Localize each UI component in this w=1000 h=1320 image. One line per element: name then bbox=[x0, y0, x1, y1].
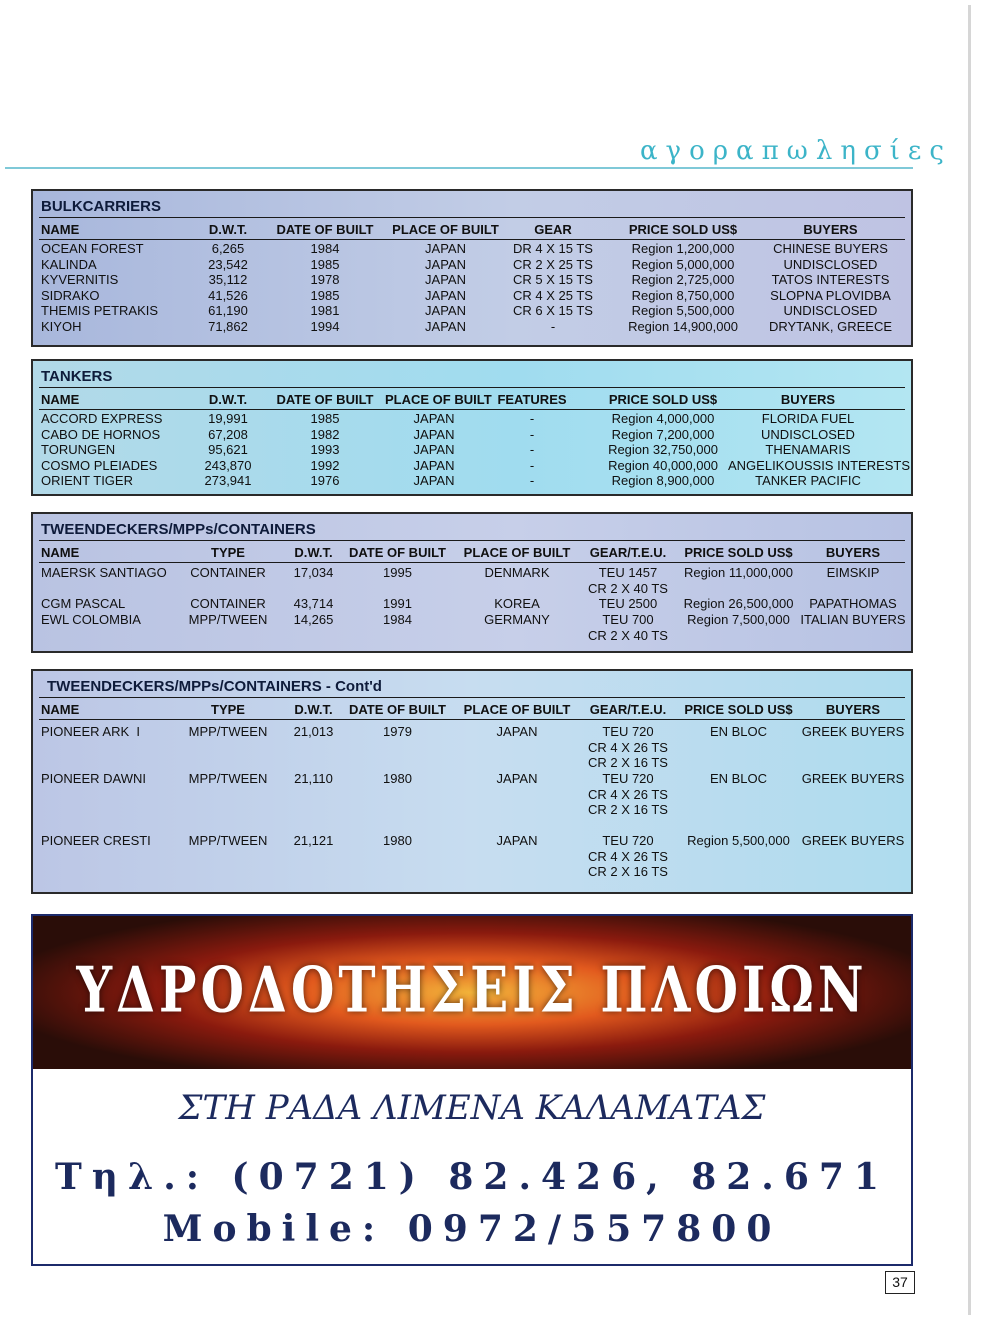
table-cell: OCEAN FOREST bbox=[41, 241, 144, 256]
column-header: D.W.T. bbox=[294, 702, 333, 717]
table-cell: MPP/TWEEN bbox=[188, 612, 268, 627]
column-header: GEAR bbox=[534, 222, 572, 237]
table-cell: KYVERNITIS bbox=[41, 272, 119, 287]
table-cell: 35,112 bbox=[208, 272, 248, 287]
table-cell: TATOS INTERESTS bbox=[771, 272, 890, 287]
tankers-title: TANKERS bbox=[41, 368, 113, 385]
table-cell: JAPAN bbox=[413, 427, 455, 442]
table-cell: JAPAN bbox=[496, 771, 538, 786]
table-cell: - bbox=[529, 458, 535, 473]
table-cell: 1985 bbox=[310, 411, 340, 426]
column-header: DATE OF BUILT bbox=[276, 222, 374, 237]
table-cell: PIONEER CRESTI bbox=[41, 833, 151, 848]
table-cell: COSMO PLEIADES bbox=[41, 458, 158, 473]
column-header: DATE OF BUILT bbox=[276, 392, 374, 407]
table-cell: CHINESE BUYERS bbox=[773, 241, 888, 256]
advert-mobile: Mobile: 0972/557800 bbox=[162, 1208, 782, 1250]
table-cell: JAPAN bbox=[413, 473, 455, 488]
table-cell: GREEK BUYERS bbox=[801, 833, 905, 848]
table-cell: TEU 1457 CR 2 X 40 TS bbox=[588, 565, 668, 596]
table-cell: MPP/TWEEN bbox=[188, 833, 268, 848]
table-cell: Region 11,000,000 bbox=[684, 565, 793, 580]
table-rule bbox=[39, 409, 905, 410]
table-cell: 1982 bbox=[310, 427, 340, 442]
table-cell: Region 8,750,000 bbox=[631, 288, 735, 303]
table-cell: 95,621 bbox=[208, 442, 248, 457]
table-cell: 1992 bbox=[310, 458, 340, 473]
table-cell: TEU 720 CR 4 X 26 TS CR 2 X 16 TS bbox=[588, 771, 668, 817]
table-cell: Region 5,500,000 bbox=[631, 303, 735, 318]
table-cell: EWL COLOMBIA bbox=[41, 612, 141, 627]
advert-title: ΥΔΡΟΔΟΤΗΣΕΙΣ ΠΛΟΙΩΝ bbox=[76, 952, 868, 1027]
advertisement bbox=[31, 914, 913, 1266]
table-cell: ANGELIKOUSSIS INTERESTS bbox=[728, 458, 911, 473]
table-cell: MPP/TWEEN bbox=[188, 771, 268, 786]
header-rule bbox=[5, 167, 913, 169]
table-cell: Region 1,200,000 bbox=[631, 241, 735, 256]
table-cell: JAPAN bbox=[496, 833, 538, 848]
table-cell: EN BLOC bbox=[709, 724, 768, 739]
table-cell: MPP/TWEEN bbox=[188, 724, 268, 739]
table-cell: 1980 bbox=[383, 771, 412, 786]
table-rule bbox=[39, 387, 905, 388]
table-cell: 273,941 bbox=[204, 473, 252, 488]
table-rule bbox=[39, 719, 905, 720]
table-cell: TEU 700 CR 2 X 40 TS bbox=[588, 612, 668, 643]
table-rule bbox=[39, 697, 905, 698]
table-cell: DRYTANK, GREECE bbox=[768, 319, 893, 334]
table-cell: JAPAN bbox=[413, 411, 455, 426]
advert-subtitle: ΣΤΗ ΡΑΔΑ ΛΙΜΕΝΑ ΚΑΛΑΜΑΤΑΣ bbox=[178, 1088, 766, 1128]
page-spine bbox=[968, 5, 971, 1315]
table-cell: JAPAN bbox=[413, 458, 455, 473]
table-cell: CABO DE HORNOS bbox=[41, 427, 161, 442]
table-cell: EIMSKIP bbox=[826, 565, 880, 580]
table-cell: ORIENT TIGER bbox=[41, 473, 133, 488]
table-rule bbox=[39, 217, 905, 218]
table-cell: 1984 bbox=[383, 612, 412, 627]
table-cell: UNDISCLOSED bbox=[761, 427, 855, 442]
table-cell: Region 7,200,000 bbox=[611, 427, 715, 442]
table-cell: 71,862 bbox=[208, 319, 248, 334]
column-header: BUYERS bbox=[780, 392, 836, 407]
column-header: TYPE bbox=[211, 545, 245, 560]
table-cell: Region 14,900,000 bbox=[628, 319, 738, 334]
table-cell: 1995 bbox=[383, 565, 412, 580]
column-header: NAME bbox=[41, 702, 80, 717]
table-cell: JAPAN bbox=[425, 257, 466, 272]
table-cell: 1991 bbox=[383, 596, 412, 611]
tweendeckers-contd-title: TWEENDECKERS/MPPs/CONTAINERS - Cont'd bbox=[47, 678, 382, 695]
bulkcarriers-title: BULKCARRIERS bbox=[41, 198, 161, 215]
table-rule bbox=[39, 562, 905, 563]
table-cell: CGM PASCAL bbox=[41, 596, 126, 611]
table-cell: PAPATHOMAS bbox=[809, 596, 897, 611]
table-cell: - bbox=[550, 319, 556, 334]
column-header: D.W.T. bbox=[208, 222, 248, 237]
table-cell: ITALIAN BUYERS bbox=[800, 612, 906, 627]
page-number: 37 bbox=[885, 1271, 915, 1294]
table-cell: 1981 bbox=[310, 303, 340, 318]
table-cell: Region 8,900,000 bbox=[611, 473, 715, 488]
table-cell: - bbox=[529, 427, 535, 442]
table-cell: 41,526 bbox=[208, 288, 248, 303]
tankers-table bbox=[31, 359, 913, 496]
table-cell: TEU 2500 bbox=[598, 596, 658, 611]
table-cell: 21,110 bbox=[294, 771, 333, 786]
column-header: D.W.T. bbox=[294, 545, 333, 560]
table-cell: TANKER PACIFIC bbox=[755, 473, 861, 488]
table-cell: - bbox=[529, 442, 535, 457]
column-header: PLACE OF BUILT bbox=[392, 222, 499, 237]
table-cell: CR 6 X 15 TS bbox=[513, 303, 593, 318]
table-cell: 1980 bbox=[383, 833, 412, 848]
table-cell: - bbox=[529, 473, 535, 488]
table-cell: CONTAINER bbox=[190, 565, 266, 580]
table-rule bbox=[39, 540, 905, 541]
table-cell: SIDRAKO bbox=[41, 288, 100, 303]
table-cell: 1985 bbox=[310, 288, 340, 303]
table-cell: CR 2 X 25 TS bbox=[513, 257, 593, 272]
advert-phone: Τηλ.: (0721) 82.426, 82.671 bbox=[55, 1156, 889, 1198]
column-header: FEATURES bbox=[497, 392, 567, 407]
column-header: PLACE OF BUILT bbox=[385, 392, 492, 407]
table-cell: THENAMARIS bbox=[765, 442, 851, 457]
table-cell: JAPAN bbox=[496, 724, 538, 739]
table-cell: THEMIS PETRAKIS bbox=[41, 303, 159, 318]
section-header: αγοραπωλησίες bbox=[640, 136, 952, 166]
column-header: DATE OF BUILT bbox=[348, 545, 446, 560]
column-header: PLACE OF BUILT bbox=[463, 702, 571, 717]
table-cell: GREEK BUYERS bbox=[801, 771, 905, 786]
table-cell: 243,870 bbox=[204, 458, 252, 473]
column-header: BUYERS bbox=[825, 545, 881, 560]
column-header: NAME bbox=[41, 545, 80, 560]
table-cell: EN BLOC bbox=[709, 771, 768, 786]
table-cell: 14,265 bbox=[293, 612, 334, 627]
table-cell: KOREA bbox=[494, 596, 540, 611]
table-cell: 17,034 bbox=[293, 565, 334, 580]
column-header: PLACE OF BUILT bbox=[463, 545, 571, 560]
table-cell: Region 7,500,000 bbox=[687, 612, 790, 627]
table-cell: 1985 bbox=[310, 257, 340, 272]
table-cell: JAPAN bbox=[425, 288, 466, 303]
table-cell: 67,208 bbox=[208, 427, 248, 442]
column-header: GEAR/T.E.U. bbox=[589, 702, 667, 717]
table-cell: CR 4 X 25 TS bbox=[513, 288, 593, 303]
table-cell: 21,013 bbox=[293, 724, 334, 739]
table-cell: TEU 720 CR 4 X 26 TS CR 2 X 16 TS bbox=[588, 833, 668, 879]
table-cell: KALINDA bbox=[41, 257, 97, 272]
table-cell: JAPAN bbox=[425, 241, 466, 256]
table-rule bbox=[39, 239, 905, 240]
table-cell: 19,991 bbox=[208, 411, 248, 426]
column-header: BUYERS bbox=[803, 222, 858, 237]
table-cell: DR 4 X 15 TS bbox=[513, 241, 593, 256]
tweendeckers-title: TWEENDECKERS/MPPs/CONTAINERS bbox=[41, 521, 316, 538]
table-cell: TEU 720 CR 4 X 26 TS CR 2 X 16 TS bbox=[588, 724, 668, 770]
column-header: D.W.T. bbox=[208, 392, 248, 407]
column-header: PRICE SOLD US$ bbox=[608, 392, 718, 407]
column-header: BUYERS bbox=[825, 702, 881, 717]
table-cell: DENMARK bbox=[484, 565, 550, 580]
table-cell: ACCORD EXPRESS bbox=[41, 411, 163, 426]
table-cell: 23,542 bbox=[208, 257, 248, 272]
table-cell: 1994 bbox=[310, 319, 340, 334]
table-cell: PIONEER ARK I bbox=[41, 724, 140, 739]
bulkcarriers-table bbox=[31, 189, 913, 347]
table-cell: TORUNGEN bbox=[41, 442, 116, 457]
table-cell: Region 5,000,000 bbox=[631, 257, 735, 272]
table-cell: 1993 bbox=[310, 442, 340, 457]
table-cell: JAPAN bbox=[413, 442, 455, 457]
table-cell: 1976 bbox=[310, 473, 340, 488]
column-header: PRICE SOLD US$ bbox=[628, 222, 738, 237]
table-cell: CR 5 X 15 TS bbox=[513, 272, 593, 287]
table-cell: Region 40,000,000 bbox=[608, 458, 718, 473]
table-cell: Region 4,000,000 bbox=[611, 411, 715, 426]
table-cell: KIYOH bbox=[41, 319, 82, 334]
column-header: TYPE bbox=[211, 702, 245, 717]
table-cell: Region 32,750,000 bbox=[608, 442, 718, 457]
table-cell: MAERSK SANTIAGO bbox=[41, 565, 167, 580]
table-cell: GERMANY bbox=[484, 612, 550, 627]
table-cell: PIONEER DAWNI bbox=[41, 771, 146, 786]
table-cell: JAPAN bbox=[425, 303, 466, 318]
table-cell: 1984 bbox=[310, 241, 340, 256]
table-cell: 1979 bbox=[383, 724, 412, 739]
column-header: NAME bbox=[41, 222, 80, 237]
table-cell: Region 5,500,000 bbox=[687, 833, 790, 848]
column-header: DATE OF BUILT bbox=[348, 702, 446, 717]
table-cell: GREEK BUYERS bbox=[801, 724, 905, 739]
table-cell: 1978 bbox=[310, 272, 340, 287]
table-cell: SLOPNA PLOVIDBA bbox=[770, 288, 891, 303]
tweendeckers-table bbox=[31, 512, 913, 653]
table-cell: Region 26,500,000 bbox=[683, 596, 794, 611]
table-cell: UNDISCLOSED bbox=[783, 257, 878, 272]
table-cell: 6,265 bbox=[211, 241, 245, 256]
column-header: GEAR/T.E.U. bbox=[589, 545, 667, 560]
table-cell: Region 2,725,000 bbox=[631, 272, 735, 287]
table-cell: 21,121 bbox=[293, 833, 334, 848]
column-header: NAME bbox=[41, 392, 80, 407]
table-cell: CONTAINER bbox=[190, 596, 266, 611]
table-cell: - bbox=[529, 411, 535, 426]
table-cell: UNDISCLOSED bbox=[783, 303, 878, 318]
table-cell: 61,190 bbox=[208, 303, 248, 318]
column-header: PRICE SOLD US$ bbox=[684, 702, 793, 717]
tweendeckers-contd-table bbox=[31, 669, 913, 894]
table-cell: JAPAN bbox=[425, 319, 466, 334]
table-cell: 43,714 bbox=[293, 596, 334, 611]
column-header: PRICE SOLD US$ bbox=[684, 545, 793, 560]
table-cell: JAPAN bbox=[425, 272, 466, 287]
advert-banner bbox=[33, 916, 911, 1069]
table-cell: FLORIDA FUEL bbox=[761, 411, 855, 426]
